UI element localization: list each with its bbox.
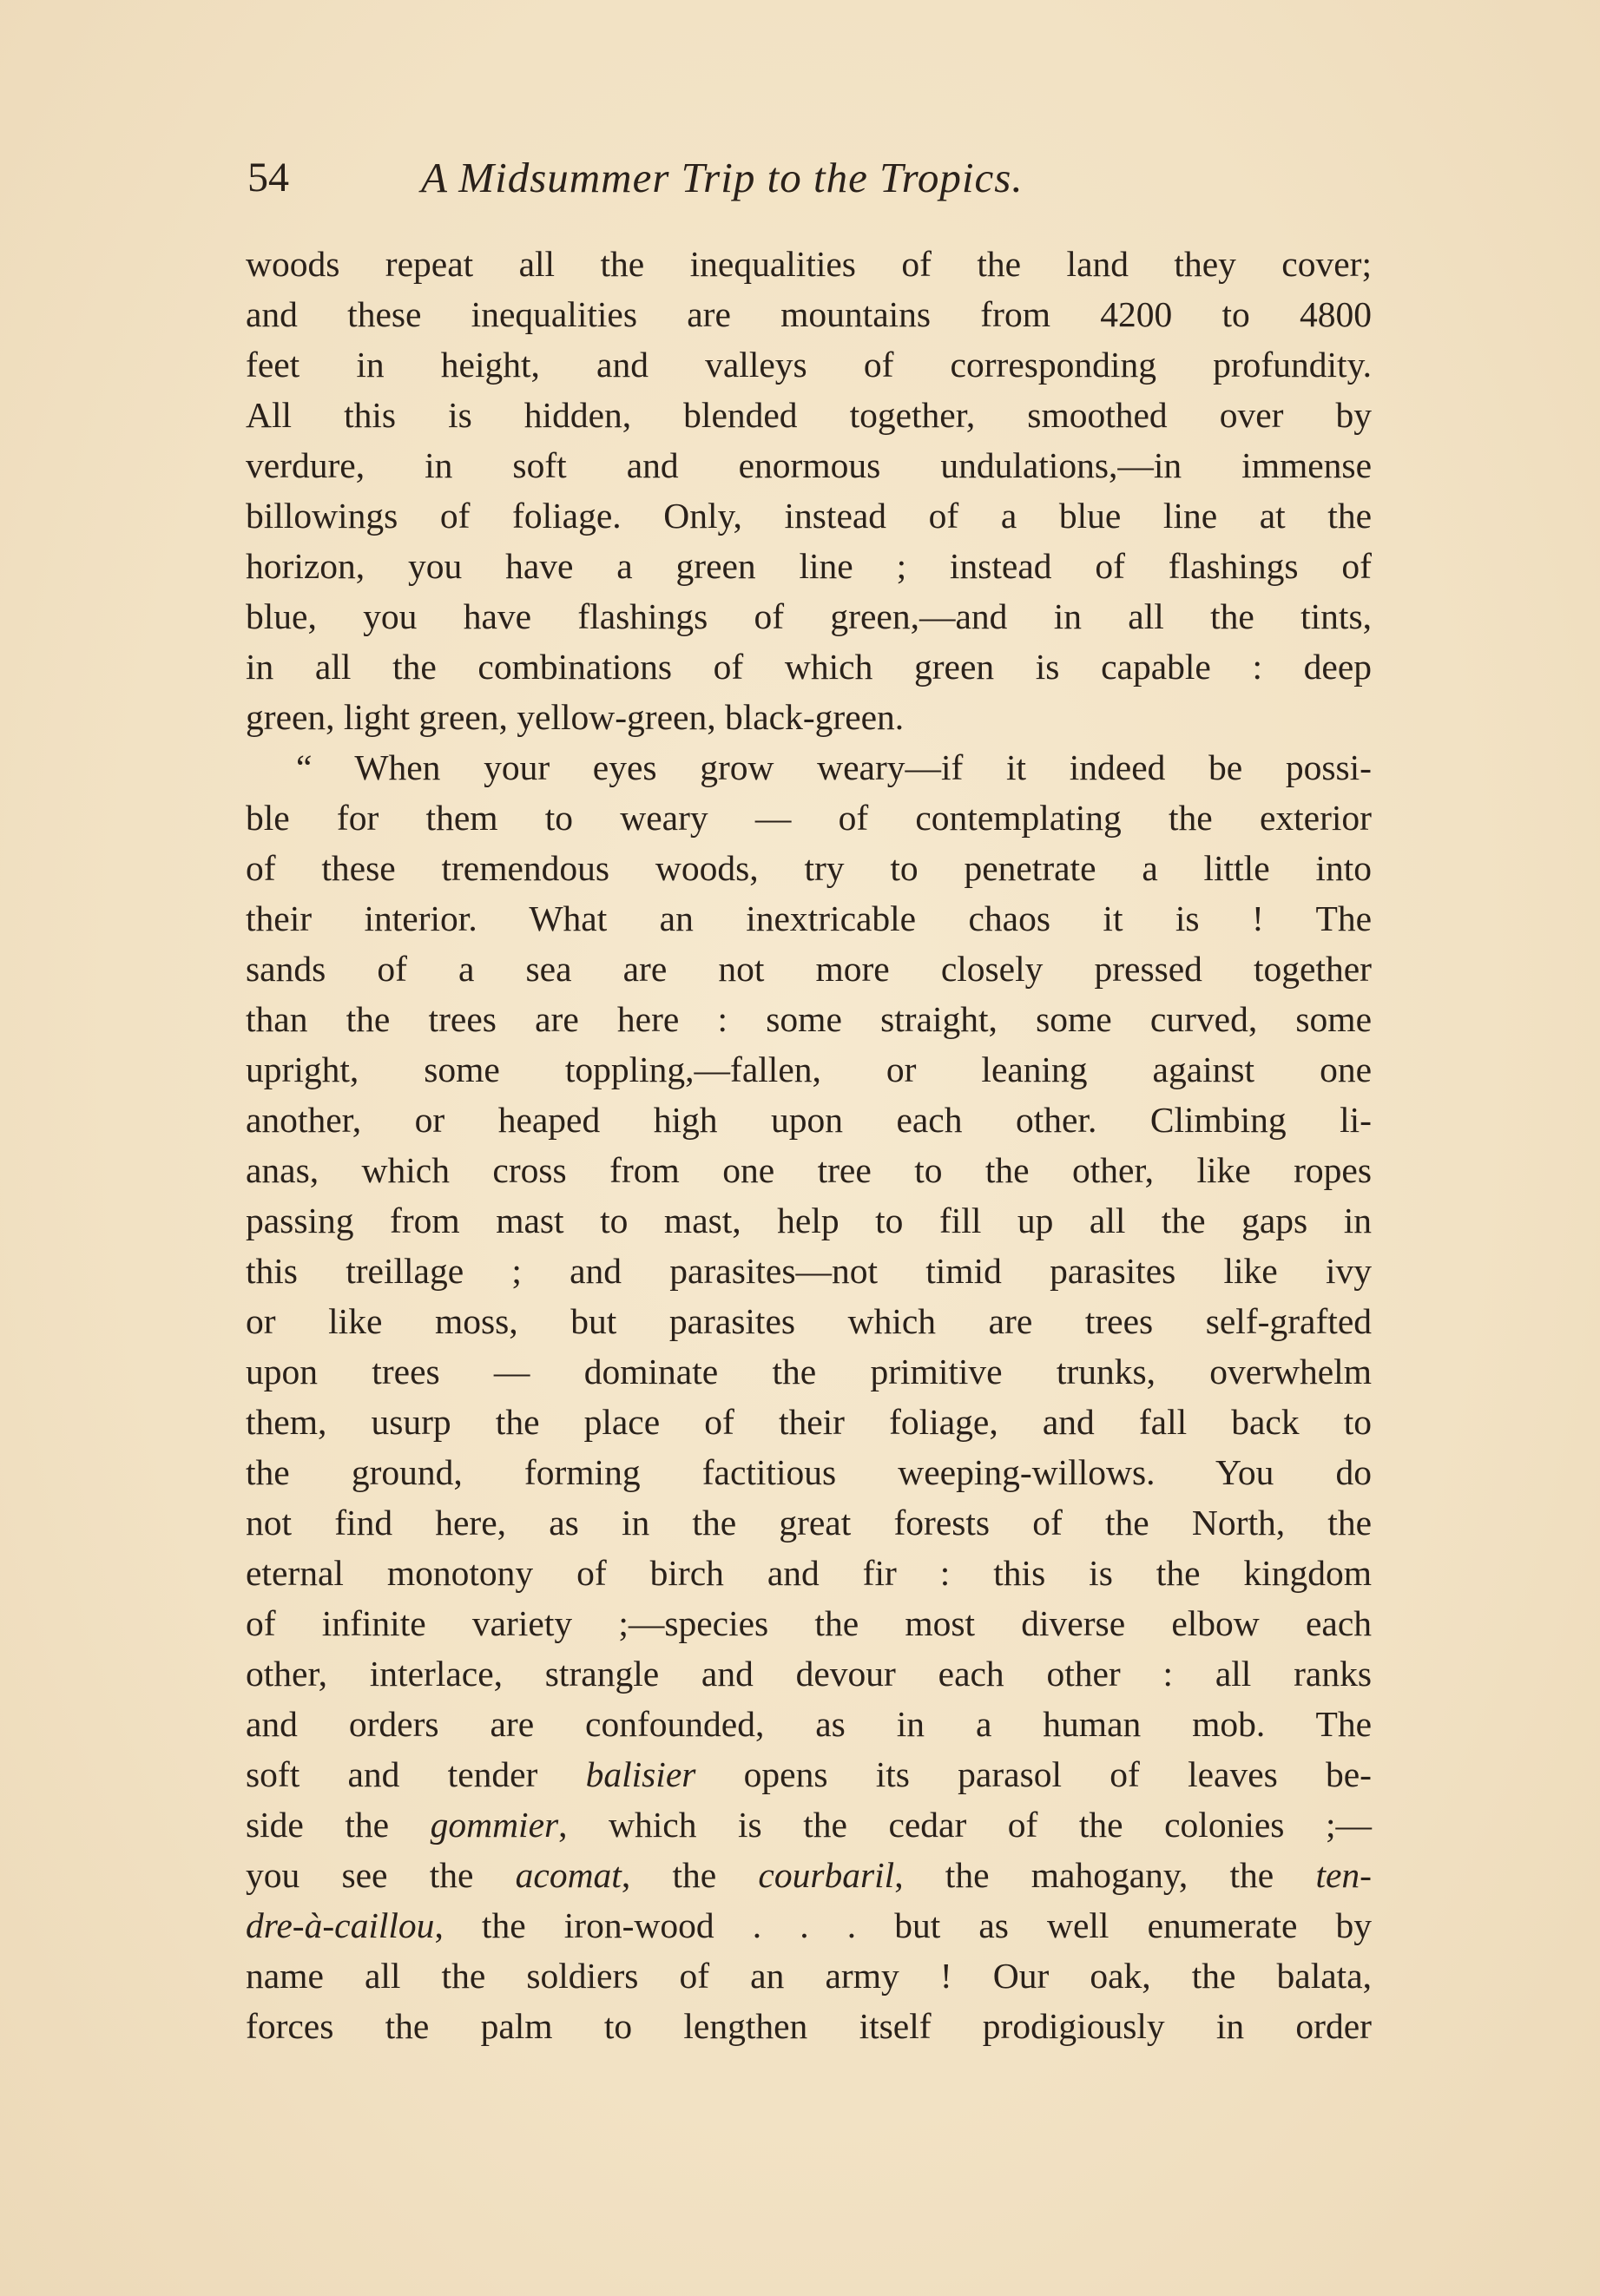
text-line: in all the combinations of which green is capable : deep (246, 647, 1372, 687)
text-line: and orders are confounded, as in a human mob. The (246, 1704, 1372, 1744)
text-line: and these inequalities are mountains from 4200 to 4800 (246, 294, 1372, 334)
text-line: other, interlace, strangle and devour each other : all ranks (246, 1654, 1372, 1694)
text-line: another, or heaped high upon each other. Climbing li- (246, 1100, 1372, 1140)
text-line: billowings of foliage. Only, instead of a blue line at the (246, 496, 1372, 536)
text-line: than the trees are here : some straight, some curved, some (246, 999, 1372, 1039)
text-line: them, usurp the place of their foliage, and fall back to (246, 1402, 1372, 1442)
text-line: soft and tender balisier opens its parasol of leaves be- (246, 1754, 1372, 1794)
text-line: All this is hidden, blended together, smoothed over by (246, 395, 1372, 435)
text-line: verdure, in soft and enormous undulations,—in immense (246, 445, 1372, 485)
text-line: their interior. What an inextricable chaos it is ! The (246, 898, 1372, 938)
page-number: 54 (247, 155, 289, 201)
text-line: green, light green, yellow-green, black-green. (246, 697, 905, 737)
text-line: this treillage ; and parasites—not timid parasites like ivy (246, 1251, 1372, 1291)
italic-term: acomat (515, 1855, 622, 1895)
text-line: or like moss, but parasites which are trees self-grafted (246, 1301, 1372, 1341)
text-line: horizon, you have a green line ; instead of flashings of (246, 546, 1372, 586)
body-text (246, 239, 1372, 2051)
text-line: “ When your eyes grow weary—if it indeed be possi- (296, 747, 1372, 787)
text-line: of these tremendous woods, try to penetrate a little into (246, 848, 1372, 888)
italic-term: balisier (585, 1754, 696, 1794)
text-line: woods repeat all the inequalities of the land they cover; (246, 244, 1372, 284)
page-header (247, 148, 1376, 208)
text-line: eternal monotony of birch and fir : this is the kingdom (246, 1553, 1372, 1593)
text-line: forces the palm to lengthen itself prodigiously in order (246, 2006, 1372, 2046)
text-line: feet in height, and valleys of corresponding profundity. (246, 345, 1372, 385)
text-line: passing from mast to mast, help to fill up all the gaps in (246, 1201, 1372, 1240)
text-line: side the gommier, which is the cedar of the colonies ;— (246, 1805, 1372, 1845)
running-title: A Midsummer Trip to the Tropics. (421, 154, 1024, 201)
text-line: upright, some toppling,—fallen, or leaning against one (246, 1049, 1372, 1089)
italic-term: ten- (1315, 1855, 1373, 1895)
text-line: the ground, forming factitious weeping-willows. You do (246, 1452, 1372, 1492)
italic-term: gommier (430, 1805, 559, 1845)
text-line: you see the acomat, the courbaril, the mahogany, the ten- (246, 1855, 1373, 1895)
text-line: not find here, as in the great forests of the North, the (246, 1503, 1372, 1543)
text-line: sands of a sea are not more closely pressed together (246, 949, 1372, 989)
text-line: name all the soldiers of an army ! Our oak, the balata, (246, 1956, 1372, 1996)
text-line: upon trees — dominate the primitive trunks, overwhelm (246, 1352, 1372, 1391)
text-line: of infinite variety ;—species the most diverse elbow each (246, 1603, 1372, 1643)
text-line: blue, you have flashings of green,—and in all the tints, (246, 596, 1372, 636)
text-line: ble for them to weary — of contemplating the exterior (246, 798, 1372, 838)
italic-term: dre-à-caillou (246, 1905, 435, 1945)
italic-term: courbaril (758, 1855, 895, 1895)
text-line: anas, which cross from one tree to the other, like ropes (246, 1150, 1372, 1190)
text-line: dre-à-caillou, the iron-wood . . . but as well enumerate by (246, 1905, 1372, 1945)
